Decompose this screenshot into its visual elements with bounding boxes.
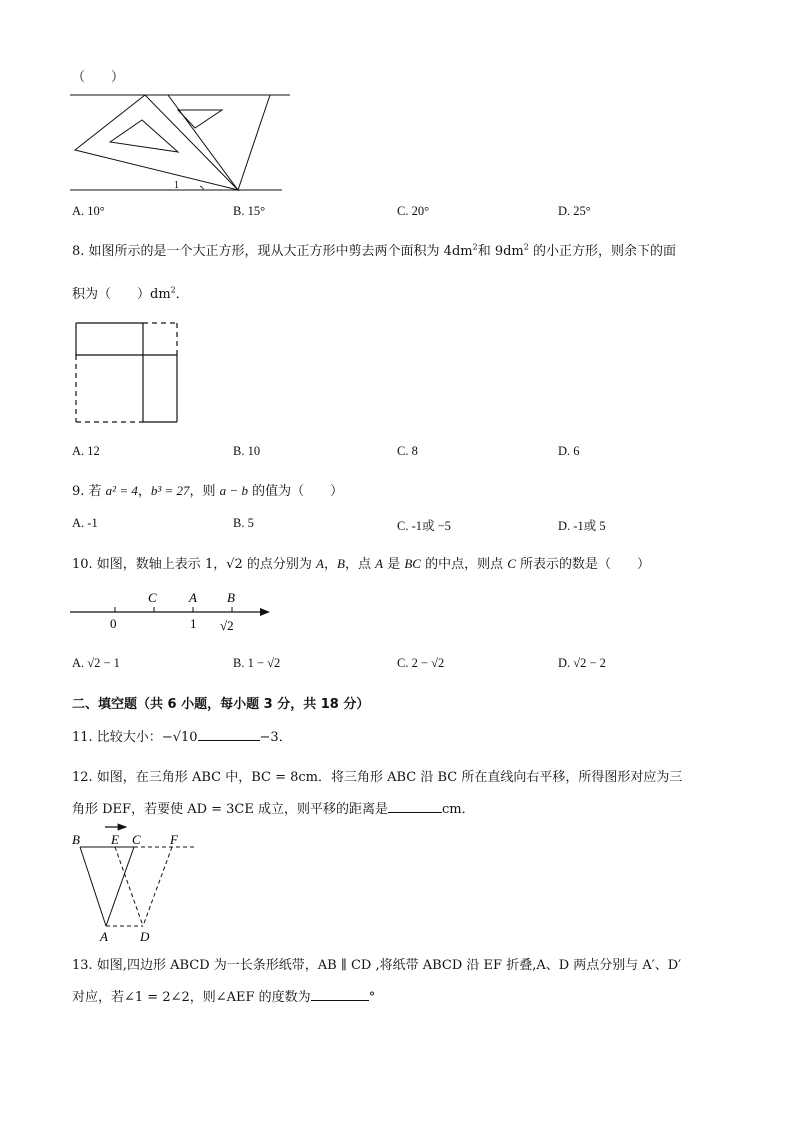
q12-point-f: F bbox=[170, 832, 178, 847]
q9-option-a: A. -1 bbox=[72, 516, 98, 530]
q12-point-a: A bbox=[100, 929, 108, 944]
q8-option-a: A. 12 bbox=[72, 444, 100, 458]
q12-answer-blank[interactable] bbox=[388, 800, 442, 813]
q10-question: 10. 如图，数轴上表示 1，√2 的点分别为 A，B，点 A 是 BC 的中点，则点 C 所表示的数是（ ） bbox=[72, 556, 651, 572]
q10-option-d: D. √2 − 2 bbox=[558, 656, 606, 670]
q12-point-d: D bbox=[140, 929, 150, 944]
q10-point-a: A bbox=[189, 590, 197, 605]
q9-option-d: D. -1或 5 bbox=[558, 519, 606, 533]
q12-question-line2: 角形 DEF，若要使 AD = 3CE 成立，则平移的距离是 cm． bbox=[72, 802, 475, 817]
q11-answer-blank[interactable] bbox=[198, 728, 260, 741]
q12-point-e: E bbox=[111, 832, 119, 847]
section-title-fill-in: 二、填空题（共 6 小题，每小题 3 分，共 18 分） bbox=[72, 697, 370, 712]
q13-answer-blank[interactable] bbox=[311, 988, 369, 1001]
q12-point-c: C bbox=[132, 832, 141, 847]
q8-figure-squares bbox=[74, 321, 184, 425]
q7-option-d: D. 25° bbox=[558, 204, 591, 218]
q8-option-c: C. 8 bbox=[397, 444, 418, 458]
q10-option-b: B. 1 − √2 bbox=[233, 656, 281, 670]
q7-option-a: A. 10° bbox=[72, 204, 105, 218]
q13-question-line2: 对应，若∠1 = 2∠2，则∠AEF 的度数为 ° bbox=[72, 990, 376, 1005]
q10-tick-zero: 0 bbox=[110, 616, 117, 631]
q10-tick-root2: √2 bbox=[220, 618, 234, 633]
q10-point-c: C bbox=[148, 590, 157, 605]
q8-question-line1: 8. 如图所示的是一个大正方形，现从大正方形中剪去两个面积为 $4dm^2$和 $9dm^2$ 的小正方形，则余下的面 bbox=[72, 242, 676, 259]
q13-question-line1: 13. 如图,四边形 ABCD 为一长条形纸带，AB ∥ CD ,将纸带 ABCD 沿 EF 折叠,A、D 两点分别与 A′、D′ bbox=[72, 958, 682, 973]
q7-option-c: C. 20° bbox=[397, 204, 430, 218]
q10-number-line bbox=[70, 588, 280, 638]
q12-figure-translation bbox=[72, 822, 202, 942]
q9-option-c: C. -1或 −5 bbox=[397, 519, 451, 533]
q11-question: 11. 比较大小：−√10 −3． bbox=[72, 730, 292, 745]
q8-option-d: D. 6 bbox=[558, 444, 580, 458]
q10-point-b: B bbox=[227, 590, 235, 605]
q7-angle-label: 1 bbox=[174, 180, 179, 191]
q12-question-line1: 12. 如图，在三角形 ABC 中，BC = 8cm．将三角形 ABC 沿 BC 所在直线向右平移，所得图形对应为三 bbox=[72, 770, 683, 785]
q7-figure-set-squares bbox=[70, 92, 300, 192]
q7-answer-bracket: （ ） bbox=[72, 70, 125, 85]
q10-option-a: A. √2 − 1 bbox=[72, 656, 120, 670]
q9-option-b: B. 5 bbox=[233, 516, 254, 530]
q8-question-line2: 积为（ ）$dm^2$． bbox=[72, 285, 189, 302]
q10-tick-one: 1 bbox=[190, 616, 197, 631]
q12-point-b: B bbox=[72, 832, 80, 847]
q9-question: 9. 若 a² = 4，b³ = 27，则 a − b 的值为（ ） bbox=[72, 483, 344, 499]
q8-option-b: B. 10 bbox=[233, 444, 261, 458]
q10-option-c: C. 2 − √2 bbox=[397, 656, 445, 670]
q7-option-b: B. 15° bbox=[233, 204, 266, 218]
